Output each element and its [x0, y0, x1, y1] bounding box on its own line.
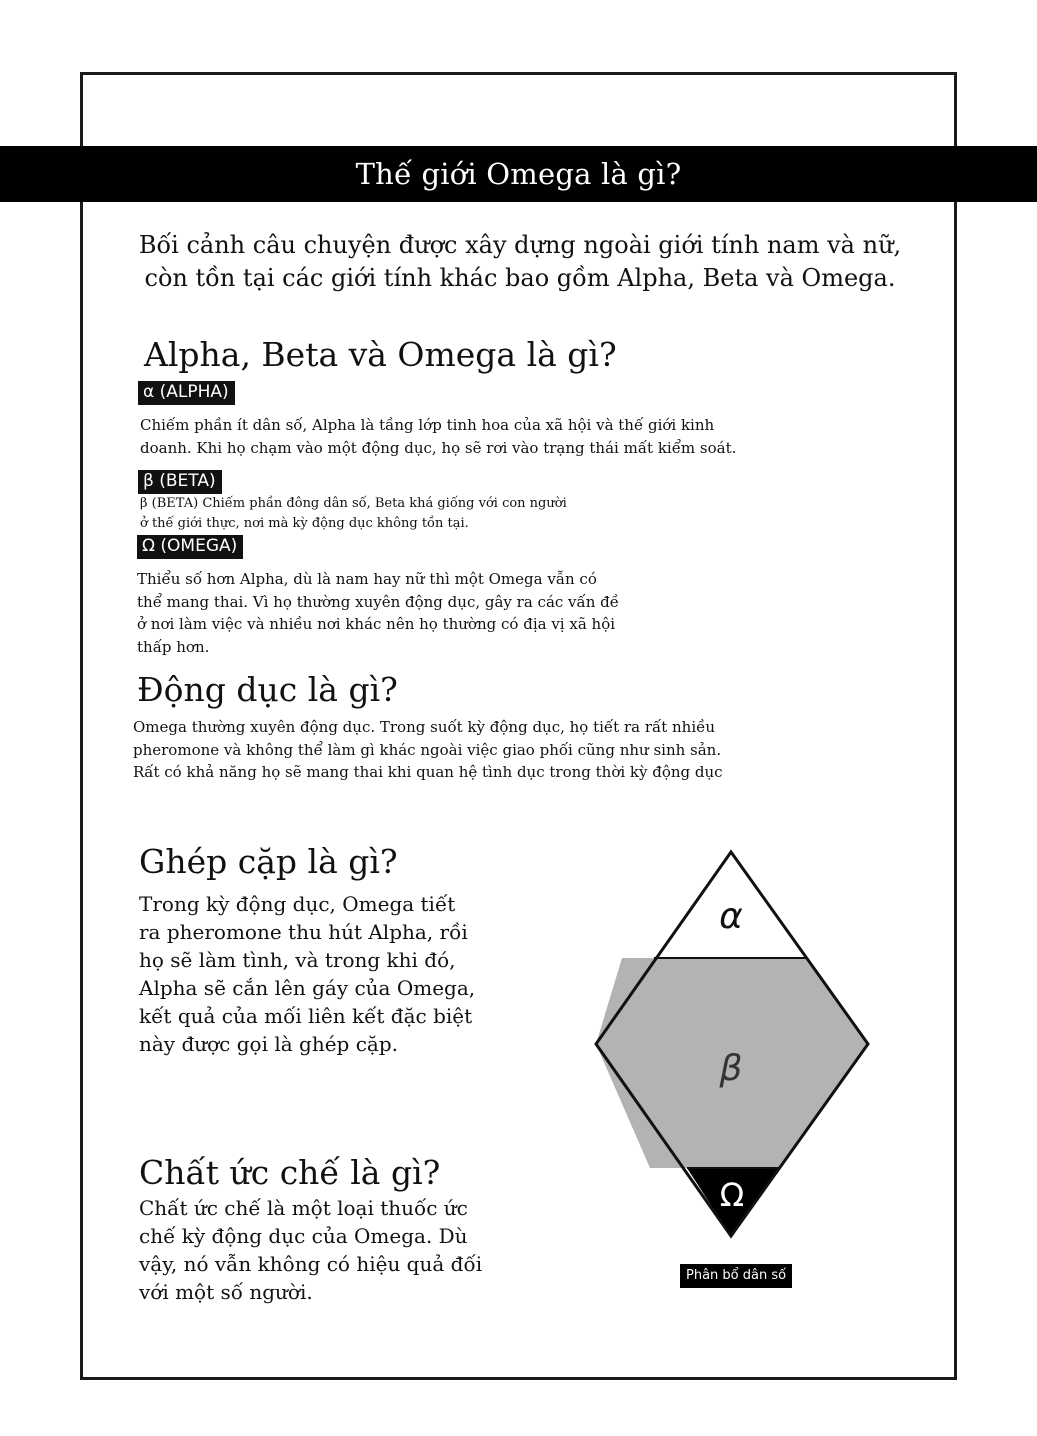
heat-heading: Động dục là gì?: [137, 670, 398, 709]
omega-line: thấp hơn.: [137, 637, 210, 656]
alpha-tag: α (ALPHA): [138, 381, 235, 405]
omega-description: [137, 568, 619, 658]
beta-tag: β (BETA): [138, 470, 222, 494]
suppressant-heading: Chất ức chế là gì?: [139, 1153, 441, 1192]
bond-line: Alpha sẽ cắn lên gáy của Omega,: [139, 976, 476, 1000]
beta-line: ở thế giới thực, nơi mà kỳ động dục không tồn tại.: [140, 516, 469, 531]
suppressant-description: [139, 1194, 482, 1306]
page-title-banner: [0, 146, 1037, 202]
omega-tag: Ω (OMEGA): [137, 535, 243, 559]
intro-paragraph: [120, 229, 920, 295]
heat-line: Rất có khả năng họ sẽ mang thai khi quan hệ tình dục trong thời kỳ động dục: [133, 763, 723, 781]
population-diagram: [590, 848, 875, 1243]
intro-line: còn tồn tại các giới tính khác bao gồm Alpha, Beta và Omega.: [144, 264, 896, 292]
omega-line: ở nơi làm việc và nhiều nơi khác nên họ thường có địa vị xã hội: [137, 615, 616, 633]
suppressant-line: Chất ức chế là một loại thuốc ức: [139, 1196, 468, 1220]
bond-line: Trong kỳ động dục, Omega tiết: [139, 892, 456, 916]
bond-description: [139, 890, 475, 1058]
beta-description: [140, 494, 567, 534]
alpha-line: Chiếm phần ít dân số, Alpha là tầng lớp tinh hoa của xã hội và thế giới kinh: [140, 416, 715, 434]
omega-line: thể mang thai. Vì họ thường xuyên động dục, gây ra các vấn đề: [137, 592, 619, 611]
heat-line: Omega thường xuyên động dục. Trong suốt kỳ động dục, họ tiết ra rất nhiều: [133, 718, 716, 736]
bond-line: ra pheromone thu hút Alpha, rồi: [139, 920, 468, 944]
diagram-caption: Phân bổ dân số: [680, 1264, 792, 1288]
bond-line: họ sẽ làm tình, và trong khi đó,: [139, 948, 456, 972]
omega-symbol: Ω: [719, 1176, 745, 1214]
alpha-line: doanh. Khi họ chạm vào một động dục, họ sẽ rơi vào trạng thái mất kiểm soát.: [140, 438, 737, 457]
heat-line: pheromone và không thể làm gì khác ngoài việc giao phối cũng như sinh sản.: [133, 740, 722, 759]
heat-description: [133, 716, 723, 784]
page-title: Thế giới Omega là gì?: [355, 157, 682, 191]
omega-line: Thiểu số hơn Alpha, dù là nam hay nữ thì một Omega vẫn có: [137, 570, 597, 588]
suppressant-line: với một số người.: [139, 1280, 313, 1304]
abo-heading: Alpha, Beta và Omega là gì?: [144, 335, 617, 374]
suppressant-line: vậy, nó vẫn không có hiệu quả đối: [139, 1252, 483, 1276]
bond-line: kết quả của mối liên kết đặc biệt: [139, 1004, 473, 1028]
bond-line: này được gọi là ghép cặp.: [139, 1032, 398, 1056]
alpha-description: [140, 414, 736, 459]
beta-symbol: β: [719, 1048, 743, 1089]
suppressant-line: chế kỳ động dục của Omega. Dù: [139, 1224, 468, 1248]
intro-line: Bối cảnh câu chuyện được xây dựng ngoài giới tính nam và nữ,: [138, 231, 902, 259]
bond-heading: Ghép cặp là gì?: [139, 842, 398, 881]
alpha-symbol: α: [719, 896, 743, 937]
beta-line: β (BETA) Chiếm phần đông dân số, Beta khá giống với con người: [140, 496, 567, 511]
